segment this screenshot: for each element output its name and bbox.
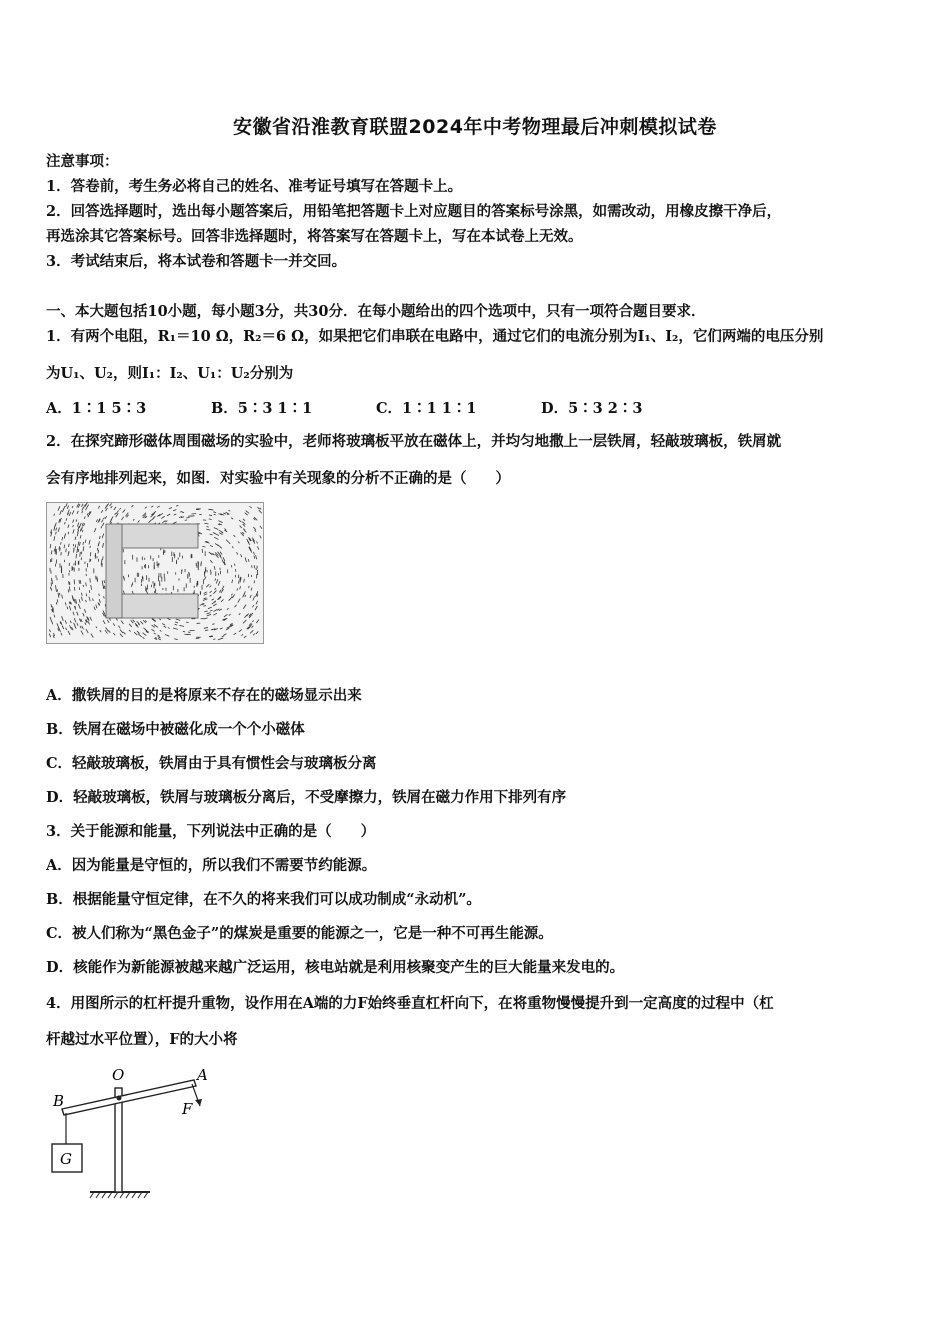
pivot-o <box>117 1096 122 1101</box>
notice-heading: 注意事项： <box>46 153 119 170</box>
q3-option-d: D．核能作为新能源被越来越广泛运用，核电站就是利用核聚变产生的巨大能量来发电的。 <box>46 959 625 976</box>
q2-option-a: A．撒铁屑的目的是将原来不存在的磁场显示出来 <box>46 687 362 704</box>
q2-stem: 2．在探究蹄形磁体周围磁场的实验中，老师将玻璃板平放在磁体上，并均匀地撒上一层铁屑，轻敲玻璃板，铁屑就 <box>46 433 782 450</box>
notice-item: 再选涂其它答案标号。回答非选择题时，将答案写在答题卡上，写在本试卷上无效。 <box>46 228 583 245</box>
magnet-base <box>106 524 122 618</box>
q1-option-c: C．1∶1 1∶1 <box>376 400 477 417</box>
magnet-top-arm <box>116 524 198 548</box>
q1-stem: 1．有两个电阻，R₁＝10 Ω，R₂＝6 Ω，如果把它们串联在电路中，通过它们的电流分别为I₁、I₂，它们两端的电压分别 <box>46 328 824 345</box>
magnet-iron-filings-figure <box>46 502 264 644</box>
page-title: 安徽省沿淮教育联盟2024年中考物理最后冲刺模拟试卷 <box>233 116 717 138</box>
q3-stem: 3．关于能源和能量，下列说法中正确的是（ ） <box>46 823 376 840</box>
label-f: F <box>182 1100 193 1118</box>
label-g: G <box>60 1150 72 1168</box>
lever-figure <box>44 1064 214 1204</box>
notice-item: 3．考试结束后，将本试卷和答题卡一并交回。 <box>46 253 347 270</box>
label-o: O <box>112 1066 125 1084</box>
q1-option-b: B．5∶3 1∶1 <box>211 400 313 417</box>
q1-options <box>46 397 746 417</box>
q4-stem: 杆越过水平位置），F的大小将 <box>46 1031 238 1048</box>
q1-option-a: A．1∶1 5∶3 <box>46 400 147 417</box>
q2-option-c: C．轻敲玻璃板，铁屑由于具有惯性会与玻璃板分离 <box>46 755 377 772</box>
notice-item: 2．回答选择题时，选出每小题答案后，用铅笔把答题卡上对应题目的答案标号涂黑，如需改动，用橡皮擦干净后， <box>46 203 782 220</box>
q4-stem: 4．用图所示的杠杆提升重物，设作用在A端的力F始终垂直杠杆向下，在将重物慢慢提升到一定高度的过程中（杠 <box>46 995 774 1012</box>
q3-option-a: A．因为能量是守恒的，所以我们不需要节约能源。 <box>46 857 377 874</box>
label-b: B <box>53 1092 65 1110</box>
q2-stem: 会有序地排列起来，如图．对实验中有关现象的分析不正确的是（ ） <box>46 470 510 487</box>
q1-stem: 为U₁、U₂，则I₁：I₂、U₁：U₂分别为 <box>46 365 294 382</box>
force-arrowhead <box>195 1099 202 1106</box>
magnet-bottom-arm <box>116 594 198 618</box>
lever-bar <box>62 1080 196 1115</box>
q3-option-c: C．被人们称为“黑色金子”的煤炭是重要的能源之一，它是一种不可再生能源。 <box>46 925 553 942</box>
q3-option-b: B．根据能量守恒定律，在不久的将来我们可以成功制成“永动机”。 <box>46 891 481 908</box>
q2-option-d: D．轻敲玻璃板，铁屑与玻璃板分离后，不受摩擦力，铁屑在磁力作用下排列有序 <box>46 789 567 806</box>
q2-option-b: B．铁屑在磁场中被磁化成一个个小磁体 <box>46 721 305 738</box>
notice-item: 1．答卷前，考生务必将自己的姓名、准考证号填写在答题卡上。 <box>46 178 463 195</box>
label-a: A <box>197 1066 208 1084</box>
section-heading: 一、本大题包括10小题，每小题3分，共30分．在每小题给出的四个选项中，只有一项符合题目要求． <box>46 303 706 320</box>
q1-option-d: D．5∶3 2∶3 <box>541 400 643 417</box>
